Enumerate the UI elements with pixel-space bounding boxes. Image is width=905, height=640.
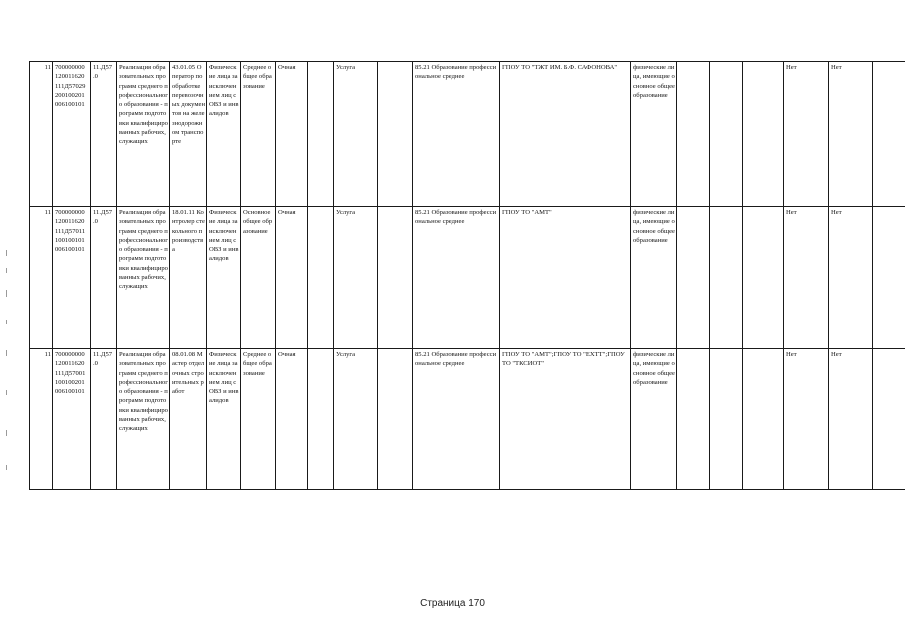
paid-flag-cell: Нет bbox=[784, 349, 829, 490]
flag-cell: Нет bbox=[829, 349, 873, 490]
providers-cell: ГПОУ ТО "ТЖТ ИМ. Б.Ф. САФОНОВА" bbox=[500, 62, 631, 207]
recipients-cell: физические лица, имеющие основное общее образование bbox=[631, 207, 677, 349]
unique-code-cell: 700000000 120011620 111Д57029 200100201 006100101 bbox=[53, 62, 91, 207]
study-form-cell: Очная bbox=[276, 349, 308, 490]
study-form-cell: Очная bbox=[276, 207, 308, 349]
register-code-cell: 11.Д57 .0 bbox=[91, 207, 117, 349]
empty-cell bbox=[677, 349, 710, 490]
empty-cell bbox=[710, 62, 743, 207]
empty-cell bbox=[378, 349, 413, 490]
okved-cell: 85.21 Образование профессиональное среднее bbox=[413, 62, 500, 207]
empty-cell bbox=[308, 62, 334, 207]
empty-cell bbox=[710, 349, 743, 490]
service-name-cell: Реализация образовательных программ среднего профессионального образования - программ подготовки квалифицированных рабочих, служащих bbox=[117, 62, 170, 207]
register-code-cell: 11.Д57 .0 bbox=[91, 349, 117, 490]
service-type-cell: Услуга bbox=[334, 207, 378, 349]
empty-cell bbox=[743, 207, 784, 349]
empty-cell bbox=[677, 207, 710, 349]
consumers-cell: Физические лица за исключением лиц с ОВЗ и инвалидов bbox=[207, 349, 241, 490]
education-level-cell: Среднее общее образование bbox=[241, 62, 276, 207]
service-name-cell: Реализация образовательных программ среднего профессионального образования - программ подготовки квалифицированных рабочих, служащих bbox=[117, 207, 170, 349]
service-name-cell: Реализация образовательных программ среднего профессионального образования - программ подготовки квалифицированных рабочих, служащих bbox=[117, 349, 170, 490]
unique-code-cell: 700000000 120011620 111Д57001 100100201 006100101 bbox=[53, 349, 91, 490]
empty-cell bbox=[873, 349, 905, 490]
okved-cell: 85.21 Образование профессиональное среднее bbox=[413, 349, 500, 490]
recipients-cell: физические лица, имеющие основное общее образование bbox=[631, 349, 677, 490]
paid-flag-cell: Нет bbox=[784, 62, 829, 207]
education-level-cell: Основное общее образование bbox=[241, 207, 276, 349]
table-row bbox=[30, 207, 905, 349]
providers-cell: ГПОУ ТО "АМТ";ГПОУ ТО "ЕХТТ";ГПОУ ТО "ТКСИОТ" bbox=[500, 349, 631, 490]
table-row bbox=[30, 349, 905, 490]
study-form-cell: Очная bbox=[276, 62, 308, 207]
table-row bbox=[30, 62, 905, 207]
consumers-cell: Физические лица за исключением лиц с ОВЗ и инвалидов bbox=[207, 62, 241, 207]
empty-cell bbox=[743, 62, 784, 207]
empty-cell bbox=[710, 207, 743, 349]
row-number: 11 bbox=[30, 62, 53, 207]
specialty-cell: 18.01.11 Контролер стекольного производства bbox=[170, 207, 207, 349]
empty-cell bbox=[873, 62, 905, 207]
row-number: 11 bbox=[30, 207, 53, 349]
education-level-cell: Среднее общее образование bbox=[241, 349, 276, 490]
unique-code-cell: 700000000 120011620 111Д57011 100100101 006100101 bbox=[53, 207, 91, 349]
flag-cell: Нет bbox=[829, 62, 873, 207]
empty-cell bbox=[378, 207, 413, 349]
specialty-cell: 08.01.08 Мастер отделочных строительных работ bbox=[170, 349, 207, 490]
consumers-cell: Физические лица за исключением лиц с ОВЗ и инвалидов bbox=[207, 207, 241, 349]
paid-flag-cell: Нет bbox=[784, 207, 829, 349]
recipients-cell: физические лица, имеющие основное общее образование bbox=[631, 62, 677, 207]
scan-artifact-marks bbox=[6, 250, 8, 480]
service-type-cell: Услуга bbox=[334, 349, 378, 490]
empty-cell bbox=[378, 62, 413, 207]
row-number: 11 bbox=[30, 349, 53, 490]
specialty-cell: 43.01.05 Оператор по обработке перевозочных документов на железнодорожном транспорте bbox=[170, 62, 207, 207]
empty-cell bbox=[743, 349, 784, 490]
okved-cell: 85.21 Образование профессиональное среднее bbox=[413, 207, 500, 349]
empty-cell bbox=[308, 349, 334, 490]
providers-cell: ГПОУ ТО "АМТ" bbox=[500, 207, 631, 349]
empty-cell bbox=[308, 207, 334, 349]
register-code-cell: 11.Д57 .0 bbox=[91, 62, 117, 207]
registry-table bbox=[29, 61, 905, 490]
empty-cell bbox=[873, 207, 905, 349]
flag-cell: Нет bbox=[829, 207, 873, 349]
page-number: Страница 170 bbox=[420, 598, 485, 609]
service-type-cell: Услуга bbox=[334, 62, 378, 207]
empty-cell bbox=[677, 62, 710, 207]
